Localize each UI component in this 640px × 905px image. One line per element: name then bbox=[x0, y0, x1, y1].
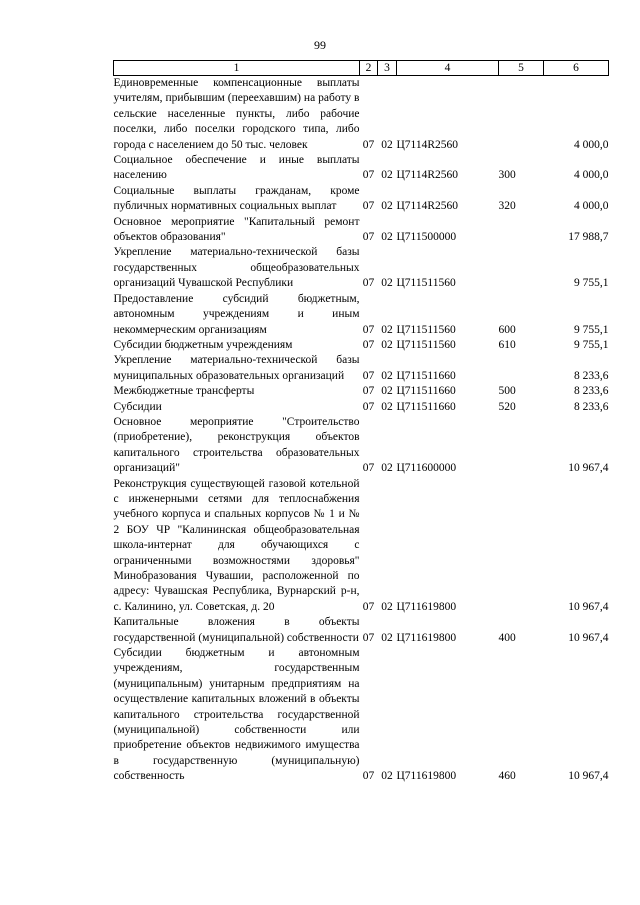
amount: 10 967,4 bbox=[568, 462, 609, 475]
row-description: Субсидии bbox=[113, 400, 162, 413]
target-item-code: Ц711511660 bbox=[396, 400, 456, 413]
section-code: 07 bbox=[362, 770, 375, 783]
target-item-code: Ц7114R2560 bbox=[396, 169, 459, 182]
table-body bbox=[114, 76, 609, 785]
amount: 10 967,4 bbox=[568, 770, 609, 783]
table-row bbox=[114, 338, 609, 353]
subsection-code: 02 bbox=[381, 138, 393, 151]
column-header-section: 2 bbox=[360, 61, 378, 76]
column-header-expense-type: 5 bbox=[499, 61, 544, 76]
table-row bbox=[114, 400, 609, 415]
row-description: Социальное обеспечение и иные выплаты населению bbox=[113, 154, 360, 182]
amount: 8 233,6 bbox=[574, 400, 609, 413]
subsection-code: 02 bbox=[381, 277, 393, 290]
row-description: Субсидии бюджетным и автономным учреждениям, государственным (муниципальным) унитарным предприятиям на осуществление капитальных вложений в объекты капитального строительства государственной (муниципальной) собственности или приобретение объектов недвижимого имущества в государственную (муниципальную) собственность bbox=[113, 647, 360, 783]
subsection-code: 02 bbox=[381, 369, 393, 382]
expense-type-code: 500 bbox=[498, 385, 516, 398]
target-item-code: Ц7114R2560 bbox=[396, 138, 459, 151]
amount: 10 967,4 bbox=[568, 631, 609, 644]
subsection-code: 02 bbox=[381, 462, 393, 475]
expense-type-code: 520 bbox=[498, 400, 516, 413]
budget-table bbox=[113, 60, 609, 785]
expense-type-code bbox=[499, 215, 544, 246]
table-row bbox=[114, 215, 609, 246]
expense-type-code: 400 bbox=[498, 631, 516, 644]
table-row bbox=[114, 245, 609, 291]
expense-type-code bbox=[499, 353, 544, 384]
expense-type-code bbox=[499, 245, 544, 291]
section-code: 07 bbox=[362, 600, 375, 613]
column-header-amount: 6 bbox=[544, 61, 609, 76]
section-code: 07 bbox=[362, 400, 375, 413]
amount: 4 000,0 bbox=[574, 138, 609, 151]
target-item-code: Ц711511660 bbox=[396, 385, 456, 398]
section-code: 07 bbox=[362, 323, 375, 336]
subsection-code: 02 bbox=[381, 338, 393, 351]
amount: 9 755,1 bbox=[574, 338, 609, 351]
subsection-code: 02 bbox=[381, 600, 393, 613]
subsection-code: 02 bbox=[381, 770, 393, 783]
expense-type-code: 610 bbox=[498, 338, 516, 351]
expense-type-code bbox=[499, 415, 544, 477]
amount: 17 988,7 bbox=[568, 231, 609, 244]
target-item-code: Ц711619800 bbox=[396, 631, 457, 644]
section-code: 07 bbox=[362, 169, 375, 182]
table-row bbox=[114, 76, 609, 154]
row-description: Субсидии бюджетным учреждениям bbox=[113, 338, 293, 351]
target-item-code: Ц711600000 bbox=[396, 462, 457, 475]
amount: 10 967,4 bbox=[568, 600, 609, 613]
table-header-row bbox=[114, 61, 609, 76]
table-row bbox=[114, 384, 609, 399]
row-description: Межбюджетные трансферты bbox=[113, 385, 255, 398]
column-header-subsection: 3 bbox=[378, 61, 397, 76]
table-row bbox=[114, 184, 609, 215]
table-row bbox=[114, 415, 609, 477]
row-description: Капитальные вложения в объекты государственной (муниципальной) собственности bbox=[113, 616, 360, 644]
row-description: Основное мероприятие "Капитальный ремонт объектов образования" bbox=[113, 215, 360, 244]
expense-type-code bbox=[499, 477, 544, 616]
table-row bbox=[114, 646, 609, 785]
target-item-code: Ц711619800 bbox=[396, 770, 457, 783]
target-item-code: Ц711619800 bbox=[396, 600, 457, 613]
section-code: 07 bbox=[362, 369, 375, 382]
amount: 8 233,6 bbox=[574, 369, 609, 382]
target-item-code: Ц711511560 bbox=[396, 323, 456, 336]
subsection-code: 02 bbox=[381, 323, 393, 336]
section-code: 07 bbox=[362, 138, 375, 151]
expense-type-code: 600 bbox=[498, 323, 516, 336]
amount: 9 755,1 bbox=[574, 277, 609, 290]
subsection-code: 02 bbox=[381, 231, 393, 244]
target-item-code: Ц711511560 bbox=[396, 338, 456, 351]
section-code: 07 bbox=[362, 462, 375, 475]
row-description: Реконструкция существующей газовой котельной с инженерными сетями для теплоснабжения учебного корпуса и спальных корпусов № 1 и № 2 БОУ ЧР "Калининская общеобразовательная школа-интернат для обучающихся с ограниченными возможностями здоровья" Минобразования Чувашии, расположенной по адресу: Чувашская Республика, Вурнарский р-н, с. Калинино, ул. Советская, д. 20 bbox=[113, 477, 360, 613]
target-item-code: Ц711511560 bbox=[396, 277, 456, 290]
page-number: 99 bbox=[314, 38, 326, 52]
section-code: 07 bbox=[362, 631, 375, 644]
row-description: Основное мероприятие "Строительство (приобретение), реконструкция объектов капитального строительства образовательных организаций" bbox=[113, 415, 360, 475]
target-item-code: Ц7114R2560 bbox=[396, 200, 459, 213]
expense-type-code: 460 bbox=[498, 770, 516, 783]
subsection-code: 02 bbox=[381, 400, 393, 413]
target-item-code: Ц711511660 bbox=[396, 369, 456, 382]
amount: 8 233,6 bbox=[574, 385, 609, 398]
table-row bbox=[114, 292, 609, 338]
amount: 4 000,0 bbox=[574, 200, 609, 213]
subsection-code: 02 bbox=[381, 631, 393, 644]
expense-type-code: 300 bbox=[498, 169, 516, 182]
table-row bbox=[114, 153, 609, 184]
section-code: 07 bbox=[362, 277, 375, 290]
row-description: Укрепление материально-технической базы государственных общеобразовательных организаций Чувашской Республики bbox=[113, 246, 360, 290]
section-code: 07 bbox=[362, 385, 375, 398]
row-description: Социальные выплаты гражданам, кроме публичных нормативных социальных выплат bbox=[113, 184, 360, 213]
column-header-name: 1 bbox=[114, 61, 360, 76]
subsection-code: 02 bbox=[381, 169, 393, 182]
target-item-code: Ц711500000 bbox=[396, 231, 457, 244]
table-row bbox=[114, 477, 609, 616]
table-row bbox=[114, 353, 609, 384]
subsection-code: 02 bbox=[381, 385, 393, 398]
row-description: Предоставление субсидий бюджетным, автономным учреждениям и иным некоммерческим организациям bbox=[113, 292, 360, 336]
section-code: 07 bbox=[362, 200, 375, 213]
expense-type-code bbox=[499, 76, 544, 154]
amount: 4 000,0 bbox=[574, 169, 609, 182]
row-description: Единовременные компенсационные выплаты учителям, прибывшим (переехавшим) на работу в сельские населенные пункты, либо рабочие поселки, либо поселки городского типа, либо города с населением до 50 тыс. человек bbox=[113, 77, 360, 151]
table-row bbox=[114, 615, 609, 646]
subsection-code: 02 bbox=[381, 200, 393, 213]
column-header-target-item: 4 bbox=[397, 61, 499, 76]
amount: 9 755,1 bbox=[574, 323, 609, 336]
expense-type-code: 320 bbox=[498, 200, 516, 213]
section-code: 07 bbox=[362, 231, 375, 244]
row-description: Укрепление материально-технической базы муниципальных образовательных организаций bbox=[113, 354, 360, 382]
section-code: 07 bbox=[362, 338, 375, 351]
